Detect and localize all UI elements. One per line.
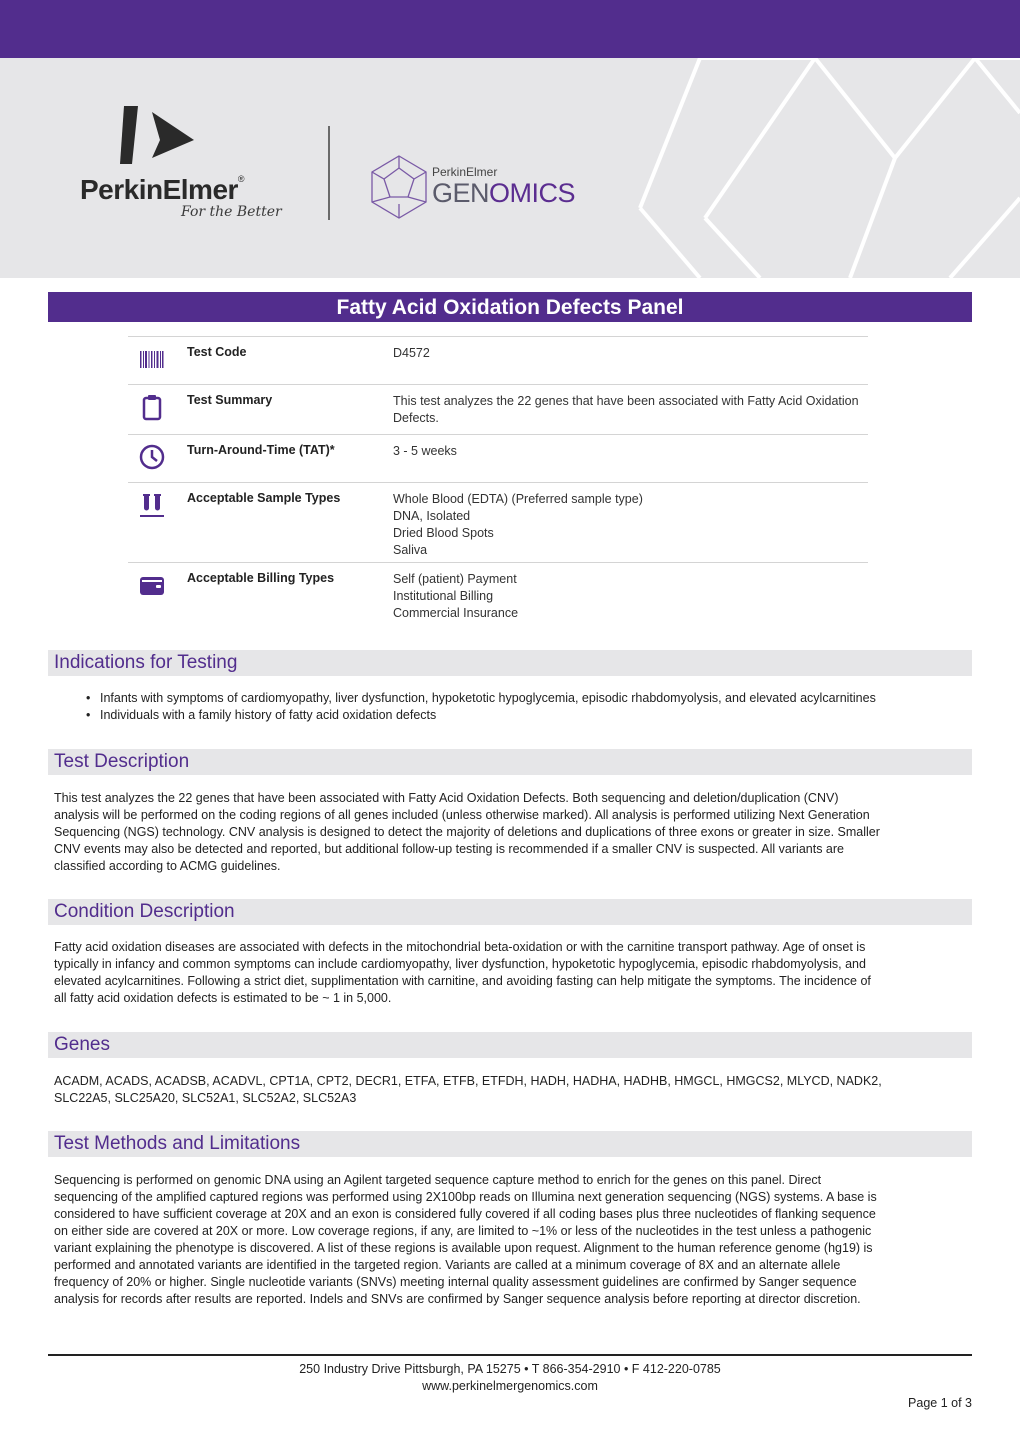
text-line: SLC22A5, SLC25A20, SLC52A1, SLC52A2, SLC52A3 [54,1091,357,1105]
test-description-title: Test Description [54,751,190,772]
footer-website-link[interactable]: www.perkinelmergenomics.com [422,1379,598,1393]
indications-title: Indications for Testing [54,652,238,673]
brand-wordmark: PerkinElmer [80,174,238,205]
text-line: frequency of 20% or higher. Single nucleotide variants (SNVs) meeting internal quality assessment guidelines are confirmed by Sanger sequence [54,1275,857,1289]
tat-label: Turn-Around-Time (TAT)* [187,443,335,457]
test-summary-value: This test analyzes the 22 genes that have been associated with Fatty Acid Oxidation Defects. [393,394,859,425]
methods-section-header [48,1131,972,1157]
dodecahedron-icon [366,152,432,222]
text-line: This test analyzes the 22 genes that have been associated with Fatty Acid Oxidation Defects. Both sequencing and deletion/duplication (CNV) [54,791,839,805]
test-summary-label: Test Summary [187,393,273,407]
sample-types-value [393,491,863,559]
info-row-test-summary [128,384,868,434]
clock-icon [138,443,166,471]
indications-list [86,690,876,724]
text-line: considered to have sufficient coverage at 20X and an exon is considered fully covered if all coding bases plus three nucleotides of flanking sequence [54,1207,876,1221]
text-line: all fatty acid oxidation defects is estimated to be ~ 1 in 5,000. [54,991,392,1005]
text-line: analysis will be performed on the coding regions of all genes included (unless otherwise marked). All analysis is performed utilizing Next Generation [54,808,870,822]
genomics-logo [366,152,596,224]
text-line: Fatty acid oxidation diseases are associated with defects in the mitochondrial beta-oxidation or with the carnitine transport pathway. Age of onset is [54,940,866,954]
genes-list [54,1073,966,1107]
genes-section-header [48,1032,972,1058]
info-row-test-code [128,336,868,384]
info-row-sample-types [128,482,868,562]
billing-type-item: Commercial Insurance [393,606,519,620]
indication-item: • Individuals with a family history of fatty acid oxidation defects [86,707,876,724]
test-code-label: Test Code [187,345,247,359]
page-title: Fatty Acid Oxidation Defects Panel [48,292,972,322]
text-line: CNV events may also be detected and reported, but additional follow-up testing is recommended if a smaller CNV is suspected. All variants are [54,842,844,856]
text-line: Sequencing (NGS) technology. CNV analysis is designed to detect the majority of deletions and duplications of three exons or greater in size. Smaller [54,825,880,839]
billing-types-value [393,571,863,622]
perkinelmer-mark-icon [120,106,200,170]
logo-divider [328,126,330,220]
methods-text [54,1172,966,1308]
text-line: elevated acylcarnitines. Following a strict diet, supplimentation with carnitine, and avoiding fasting can help mitigate the symptoms. The incidence of [54,974,871,988]
top-banner [0,0,1020,58]
brand-tagline: For the Better [181,204,282,220]
footer-address: 250 Industry Drive Pittsburgh, PA 15275 • T 866-354-2910 • F 412-220-0785 [299,1362,721,1376]
sample-types-label: Acceptable Sample Types [187,491,341,505]
test-tubes-icon [138,491,166,519]
wallet-icon [138,571,166,599]
billing-types-label: Acceptable Billing Types [187,571,335,585]
indications-section-header [48,650,972,676]
billing-type-item: Self (patient) Payment [393,572,517,586]
genes-title: Genes [54,1034,110,1055]
condition-description-text [54,939,966,1007]
text-line: analysis for records after results are reported. Indels and SNVs are confirmed by Sanger sequence analysis before reporting at director discretion. [54,1292,861,1306]
footer-divider [48,1354,972,1356]
test-description-section-header [48,749,972,775]
condition-description-section-header [48,899,972,925]
text-line: typically in infancy and common symptoms can include cardiomyopathy, liver dysfunction, hypoketotic hypoglycemia, episodic rhabdomyolysis, and [54,957,866,971]
test-code-value: D4572 [393,346,430,360]
perkinelmer-logo: PerkinElmer® For the Better [80,106,295,226]
text-line: on either side are covered at 20X or more. Low coverage regions, if any, are limited to ~1% or less of the nucleotides in the test unless a pathogenic [54,1224,872,1238]
text-line: sequencing of the amplified captured regions was performed using 2X100bp reads on Illumina next generation sequencing (NGS) systems. A base is [54,1190,877,1204]
clipboard-icon [138,393,166,421]
indication-item: • Infants with symptoms of cardiomyopathy, liver dysfunction, hypoketotic hypoglycemia, episodic rhabdomyolysis, and elevated acylcarnitines [86,690,876,707]
page-number: Page 1 of 3 [908,1396,972,1410]
sample-type-item: Saliva [393,543,428,557]
sample-type-item: DNA, Isolated [393,509,471,523]
text-line: Sequencing is performed on genomic DNA using an Agilent targeted sequence capture method to enrich for the genes on this panel. Direct [54,1173,822,1187]
info-row-billing-types [128,562,868,626]
genomics-word-b: OMICS [489,178,576,208]
sample-type-item: Dried Blood Spots [393,526,494,540]
billing-type-item: Institutional Billing [393,589,494,603]
text-line: classified according to ACMG guidelines. [54,859,281,873]
text-line: variant explaining the phenotype is discovered. A list of these regions is available upon request. Alignment to the human reference genome (hg19) is [54,1241,873,1255]
text-line: performed and annotated variants are identified in the targeted region. Variants are called at a minimum coverage of 8X and an alternate allele [54,1258,841,1272]
genomics-brand: PerkinElmer [432,165,498,179]
text-line: ACADM, ACADS, ACADSB, ACADVL, CPT1A, CPT2, DECR1, ETFA, ETFB, ETFDH, HADH, HADHA, HADHB, HMGCL, HMGCS2, MLYCD, NADK2, [54,1074,882,1088]
methods-title: Test Methods and Limitations [54,1133,301,1154]
test-info-table [128,336,868,626]
barcode-icon [138,345,166,373]
info-row-tat [128,434,868,482]
sample-type-item: Whole Blood (EDTA) (Preferred sample type) [393,492,643,506]
genomics-word-a: GEN [432,178,490,208]
tat-value: 3 - 5 weeks [393,444,457,458]
condition-description-title: Condition Description [54,901,235,922]
test-description-text [54,790,966,875]
